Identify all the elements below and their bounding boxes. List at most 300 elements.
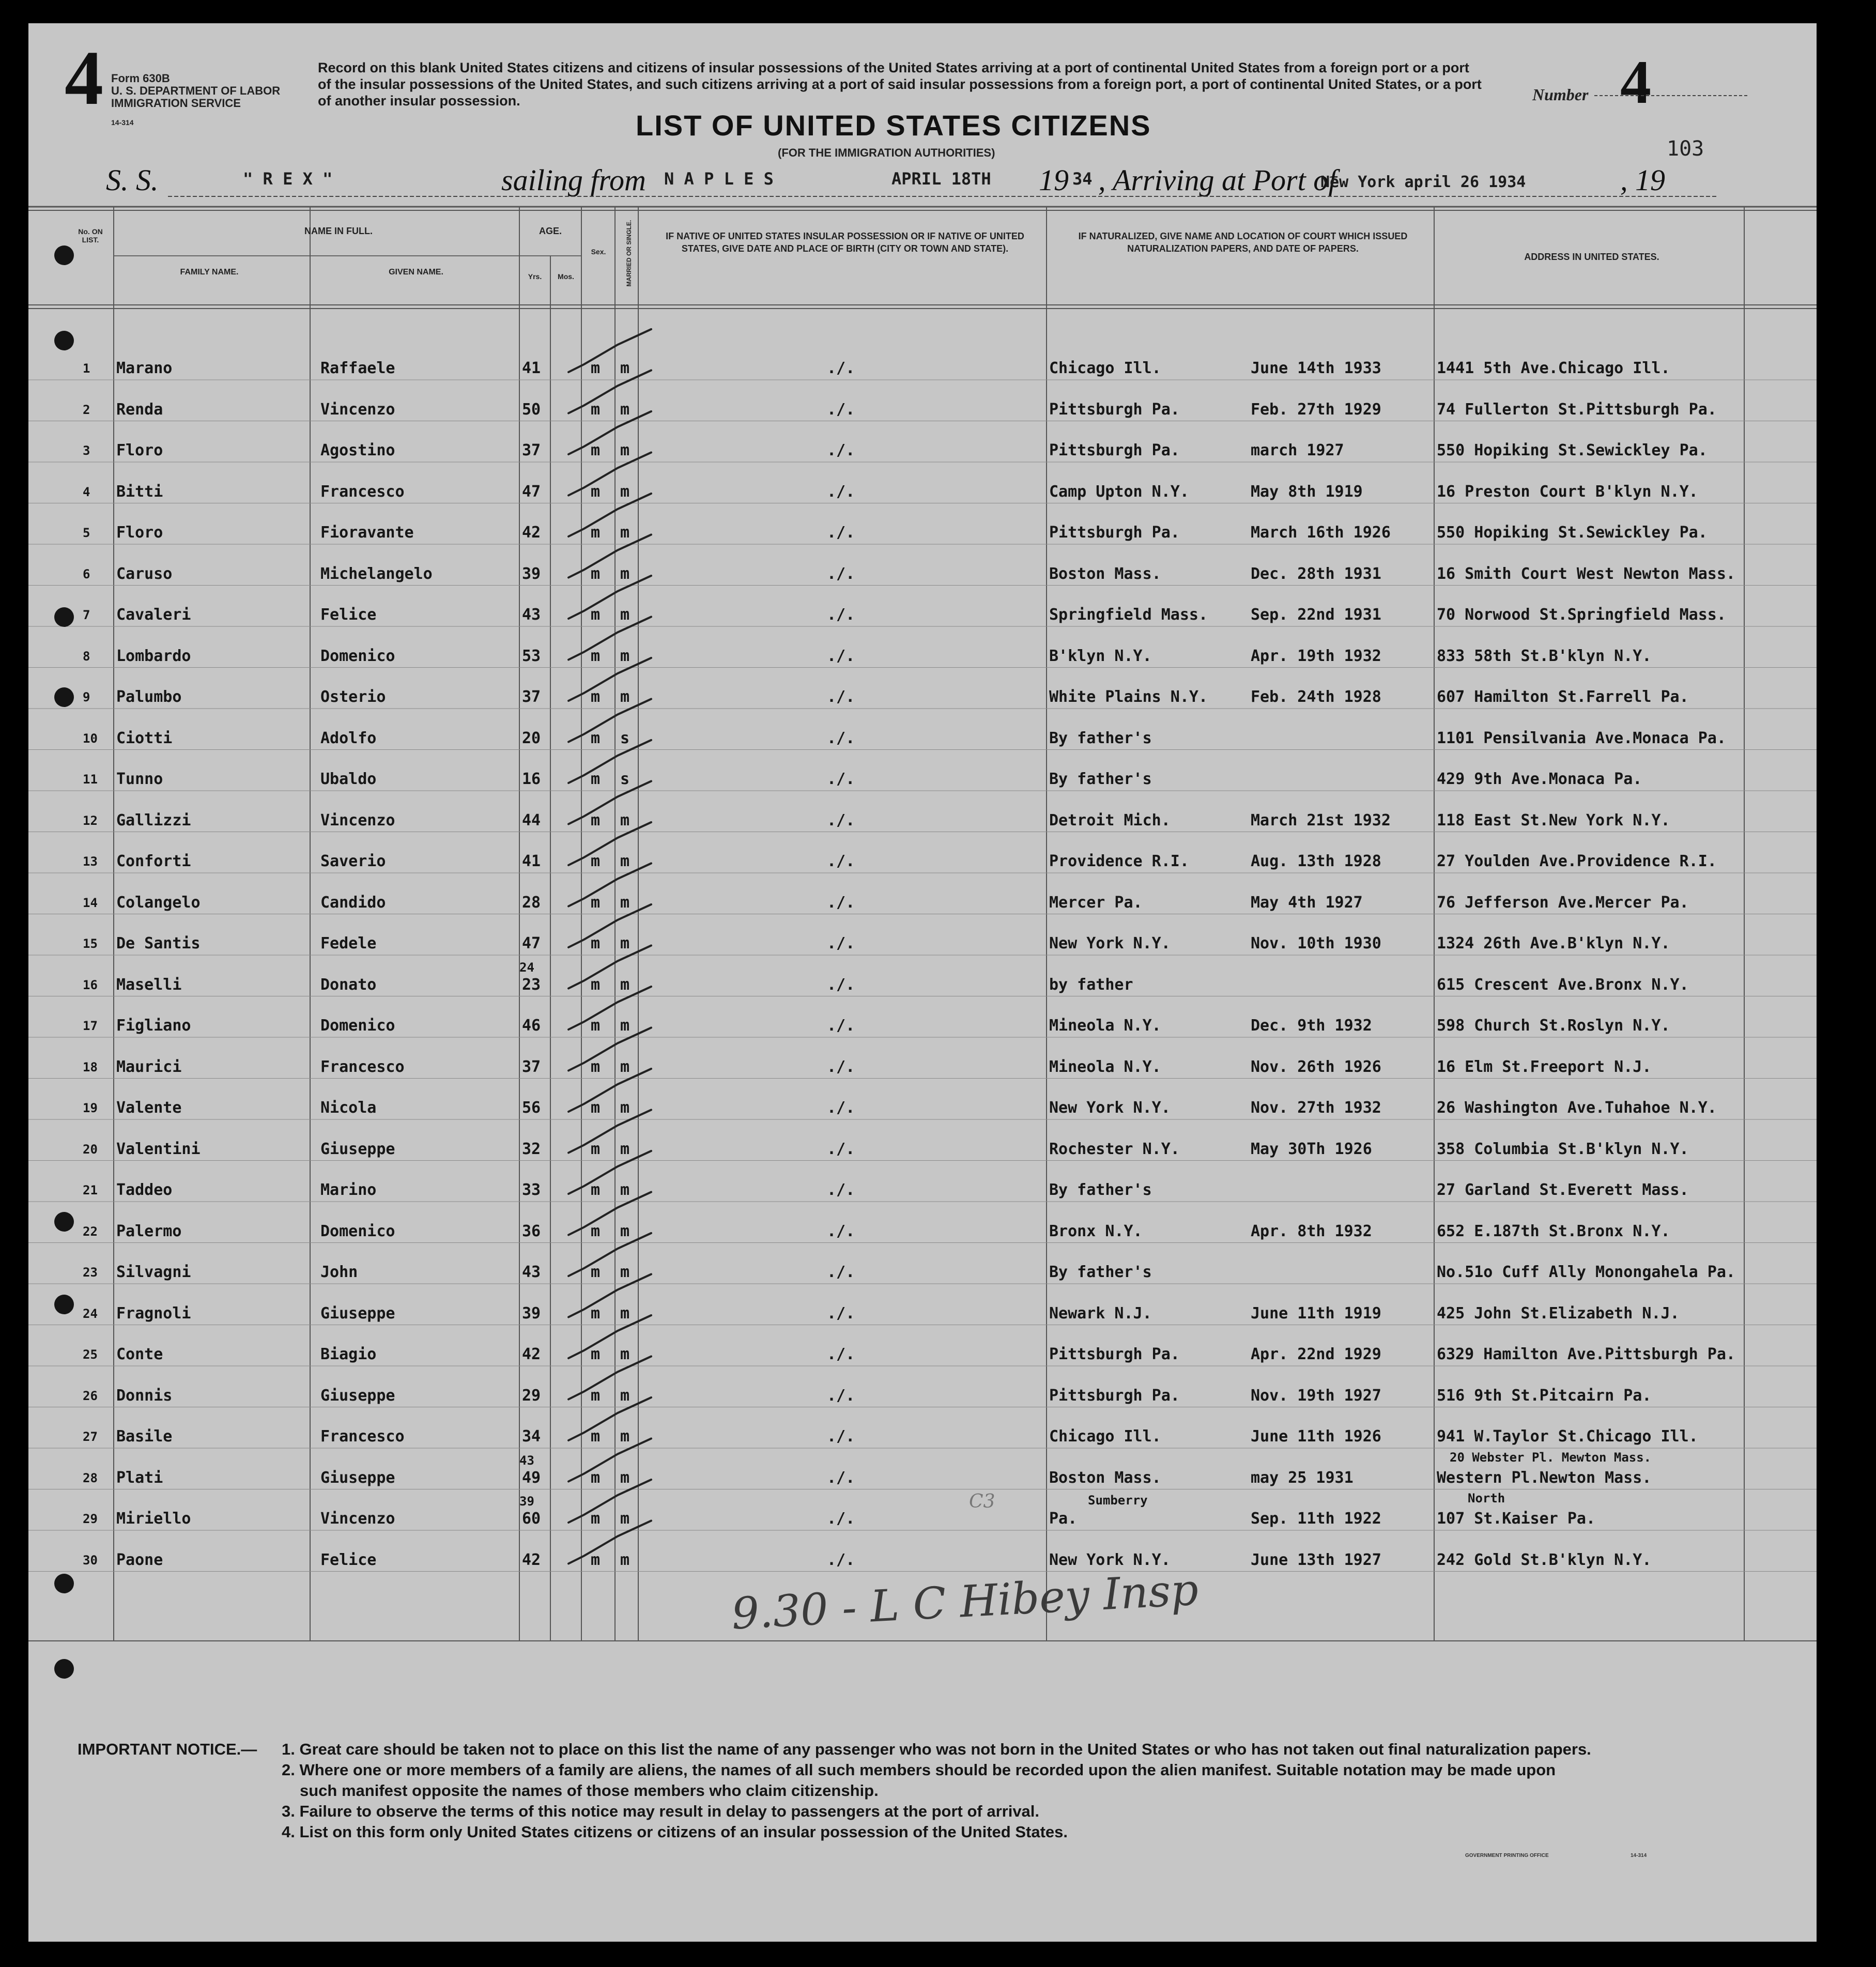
us-address: 27 Youlden Ave.Providence R.I.	[1437, 852, 1717, 870]
sex: m	[591, 1304, 601, 1323]
naturalization-date: Aug. 13th 1928	[1251, 852, 1381, 870]
sailing-label: sailing from	[501, 163, 646, 197]
given-name: Donato	[320, 975, 377, 994]
us-address: 615 Crescent Ave.Bronx N.Y.	[1437, 975, 1689, 994]
given-name: Domenico	[320, 647, 395, 665]
naturalization-date: Sep. 11th 1922	[1251, 1510, 1381, 1528]
native-birth: ./.	[827, 1304, 855, 1323]
form-code: 14-314	[111, 118, 134, 127]
age-years: 42	[522, 1550, 541, 1569]
family-name: Floro	[116, 441, 163, 459]
sex: m	[591, 359, 601, 377]
row-number: 9	[83, 690, 90, 704]
naturalization-court: Boston Mass.	[1049, 1468, 1161, 1487]
given-name: Michelangelo	[320, 564, 433, 583]
sex: m	[591, 852, 601, 870]
family-name: Basile	[116, 1427, 173, 1446]
page-subtitle: (FOR THE IMMIGRATION AUTHORITIES)	[778, 146, 995, 159]
native-birth: ./.	[827, 606, 855, 624]
family-name: Ciotti	[116, 729, 173, 747]
sex: m	[591, 647, 601, 665]
us-address: 516 9th St.Pitcairn Pa.	[1437, 1386, 1652, 1405]
header-married-single: MARRIED OR SINGLE.	[625, 220, 633, 287]
age-years: 41	[522, 359, 541, 377]
given-name: Domenico	[320, 1222, 395, 1240]
naturalization-date: Nov. 27th 1932	[1251, 1099, 1381, 1117]
naturalization-date: Dec. 28th 1931	[1251, 564, 1381, 583]
naturalization-court: Providence R.I.	[1049, 852, 1189, 870]
us-address: 607 Hamilton St.Farrell Pa.	[1437, 688, 1689, 706]
given-name: Saverio	[320, 852, 386, 870]
row-number: 6	[83, 566, 90, 581]
native-birth: ./.	[827, 564, 855, 583]
native-birth: ./.	[827, 1222, 855, 1240]
family-name: Figliano	[116, 1017, 191, 1035]
native-birth: ./.	[827, 852, 855, 870]
naturalization-court: By father's	[1049, 729, 1152, 747]
row-number: 22	[83, 1224, 98, 1239]
punch-hole	[54, 245, 74, 265]
row-number: 12	[83, 813, 98, 828]
naturalization-court: Mineola N.Y.	[1049, 1057, 1161, 1076]
marital-status: m	[620, 359, 630, 377]
native-birth: ./.	[827, 1427, 855, 1446]
naturalization-date: March 16th 1926	[1251, 524, 1391, 542]
age-correction: 43	[519, 1453, 534, 1468]
naturalization-court: Springfield Mass.	[1049, 606, 1208, 624]
notice-item-3: 3. Failure to observe the terms of this notice may result in delay to passengers at the port of arrival.	[282, 1802, 1040, 1820]
marital-status: m	[620, 1222, 630, 1240]
sex: m	[591, 1057, 601, 1076]
family-name: Palumbo	[116, 688, 182, 706]
header-name-in-full: NAME IN FULL.	[304, 226, 373, 236]
us-address: 425 John St.Elizabeth N.J.	[1437, 1304, 1680, 1323]
punch-hole	[54, 1574, 74, 1593]
native-birth: ./.	[827, 524, 855, 542]
header-yrs: Yrs.	[528, 272, 542, 281]
sex: m	[591, 688, 601, 706]
header-sex: Sex.	[591, 248, 606, 256]
us-address: 16 Elm St.Freeport N.J.	[1437, 1057, 1652, 1076]
family-name: Maurici	[116, 1057, 182, 1076]
marital-status: m	[620, 1427, 630, 1446]
naturalization-date: may 25 1931	[1251, 1468, 1354, 1487]
age-years: 43	[522, 606, 541, 624]
ship-name: " R E X "	[243, 169, 333, 189]
department-label: U. S. DEPARTMENT OF LABOR	[111, 84, 281, 97]
header-given-name: GIVEN NAME.	[389, 268, 443, 276]
naturalization-date: Dec. 9th 1932	[1251, 1017, 1372, 1035]
us-address: 16 Smith Court West Newton Mass.	[1437, 564, 1735, 583]
sex: m	[591, 441, 601, 459]
naturalization-court: Pittsburgh Pa.	[1049, 1345, 1180, 1363]
punch-hole	[54, 331, 74, 350]
sex: m	[591, 1510, 601, 1528]
row-number: 17	[83, 1019, 98, 1033]
age-years: 43	[522, 1263, 541, 1281]
given-name: Giuseppe	[320, 1468, 395, 1487]
row-number: 1	[83, 361, 90, 376]
family-name: Silvagni	[116, 1263, 191, 1281]
age-years: 36	[522, 1222, 541, 1240]
arriving-label: , Arriving at Port of	[1098, 163, 1337, 197]
age-years: 44	[522, 811, 541, 829]
naturalization-date: March 21st 1932	[1251, 811, 1391, 829]
native-birth: ./.	[827, 1140, 855, 1158]
naturalization-date: June 11th 1926	[1251, 1427, 1381, 1446]
row-number: 26	[83, 1388, 98, 1403]
sex: m	[591, 400, 601, 419]
native-birth: ./.	[827, 441, 855, 459]
native-birth: ./.	[827, 1510, 855, 1528]
notice-item-1: 1. Great care should be taken not to place on this list the name of any passenger who was not born in the United States or who has not taken out final naturalization papers.	[282, 1740, 1591, 1758]
us-address: 76 Jefferson Ave.Mercer Pa.	[1437, 893, 1689, 912]
native-birth: ./.	[827, 770, 855, 788]
family-name: Palermo	[116, 1222, 182, 1240]
family-name: Fragnoli	[116, 1304, 191, 1323]
age-years: 39	[522, 564, 541, 583]
sex: m	[591, 1140, 601, 1158]
header-mos: Mos.	[558, 272, 574, 281]
sex: m	[591, 1181, 601, 1199]
given-name: Fioravante	[320, 524, 414, 542]
notice-item-4: 4. List on this form only United States citizens or citizens of an insular possession of the United States.	[282, 1823, 1068, 1841]
row-number: 5	[83, 526, 90, 540]
given-name: Osterio	[320, 688, 386, 706]
native-birth: ./.	[827, 975, 855, 994]
native-birth: ./.	[827, 1345, 855, 1363]
page-title: LIST OF UNITED STATES CITIZENS	[636, 109, 1151, 142]
family-name: Caruso	[116, 564, 173, 583]
family-name: Miriello	[116, 1510, 191, 1528]
header-naturalized: IF NATURALIZED, GIVE NAME AND LOCATION OF COURT WHICH ISSUED NATURALIZATION PAPERS, AND DATE OF PAPERS.	[1078, 231, 1408, 254]
naturalization-court: Pa.	[1049, 1510, 1078, 1528]
age-correction: 24	[519, 960, 534, 975]
us-address: 550 Hopiking St.Sewickley Pa.	[1437, 441, 1708, 459]
family-name: Marano	[116, 359, 173, 377]
us-address: 1324 26th Ave.B'klyn N.Y.	[1437, 934, 1670, 952]
age-years: 16	[522, 770, 541, 788]
family-name: Tunno	[116, 770, 163, 788]
marital-status: m	[620, 1017, 630, 1035]
given-name: Marino	[320, 1181, 377, 1199]
given-name: Raffaele	[320, 359, 395, 377]
service-label: IMMIGRATION SERVICE	[111, 97, 241, 110]
family-name: Taddeo	[116, 1181, 173, 1199]
naturalization-court: Mercer Pa.	[1049, 893, 1143, 912]
native-birth: ./.	[827, 482, 855, 501]
naturalization-date: June 13th 1927	[1251, 1550, 1381, 1569]
us-address: 74 Fullerton St.Pittsburgh Pa.	[1437, 400, 1717, 419]
marital-status: m	[620, 1057, 630, 1076]
naturalization-court: New York N.Y.	[1049, 1550, 1171, 1569]
family-name: Conte	[116, 1345, 163, 1363]
row-number: 10	[83, 731, 98, 746]
notice-item-2-cont: such manifest opposite the names of those members who claim citizenship.	[300, 1781, 879, 1800]
marital-status: s	[620, 729, 630, 747]
age-years: 56	[522, 1099, 541, 1117]
row-number: 11	[83, 772, 98, 787]
naturalization-date: Apr. 8th 1932	[1251, 1222, 1372, 1240]
age-years: 50	[522, 400, 541, 419]
notice-item-2: 2. Where one or more members of a family are aliens, the names of all such members should be recorded upon the alien manifest. Suitable notation may be made upon	[282, 1761, 1556, 1779]
native-birth: ./.	[827, 400, 855, 419]
marital-status: m	[620, 1386, 630, 1405]
given-name: Biagio	[320, 1345, 377, 1363]
naturalization-date: march 1927	[1251, 441, 1344, 459]
given-name: Francesco	[320, 1427, 405, 1446]
naturalization-court: By father's	[1049, 770, 1152, 788]
age-years: 53	[522, 647, 541, 665]
corner-number: 4	[65, 35, 103, 121]
marital-status: m	[620, 688, 630, 706]
row-number: 14	[83, 895, 98, 910]
naturalization-court: by father	[1049, 975, 1133, 994]
naturalization-date: June 14th 1933	[1251, 359, 1381, 377]
notice-heading: IMPORTANT NOTICE.—	[78, 1740, 257, 1758]
sex: m	[591, 1099, 601, 1117]
given-name: Candido	[320, 893, 386, 912]
age-years: 23	[522, 975, 541, 994]
marital-status: m	[620, 975, 630, 994]
family-name: Conforti	[116, 852, 191, 870]
us-address: 652 E.187th St.Bronx N.Y.	[1437, 1222, 1670, 1240]
us-address: 1101 Pensilvania Ave.Monaca Pa.	[1437, 729, 1726, 747]
family-name: Paone	[116, 1550, 163, 1569]
row-number: 15	[83, 936, 98, 951]
row-number: 2	[83, 402, 90, 417]
naturalization-date: May 8th 1919	[1251, 482, 1363, 501]
port-from: N A P L E S	[664, 169, 774, 189]
row-number: 24	[83, 1306, 98, 1321]
family-name: Gallizzi	[116, 811, 191, 829]
us-address: No.51o Cuff Ally Monongahela Pa.	[1437, 1263, 1735, 1281]
naturalization-date: May 4th 1927	[1251, 893, 1363, 912]
marital-status: m	[620, 1345, 630, 1363]
naturalization-court: Newark N.J.	[1049, 1304, 1152, 1323]
row-number: 13	[83, 854, 98, 869]
arrival-port-date: New York april 26 1934	[1320, 173, 1526, 191]
naturalization-court: Pittsburgh Pa.	[1049, 1386, 1180, 1405]
us-address: 118 East St.New York N.Y.	[1437, 811, 1670, 829]
marital-status: m	[620, 606, 630, 624]
given-name: Giuseppe	[320, 1386, 395, 1405]
naturalization-court: White Plains N.Y.	[1049, 688, 1208, 706]
given-name: Domenico	[320, 1017, 395, 1035]
given-name: Fedele	[320, 934, 377, 952]
marital-status: m	[620, 1181, 630, 1199]
us-address: 26 Washington Ave.Tuhahoe N.Y.	[1437, 1099, 1717, 1117]
row-number: 28	[83, 1470, 98, 1485]
address-correction: 20 Webster Pl. Mewton Mass.	[1450, 1450, 1652, 1465]
family-name: Plati	[116, 1468, 163, 1487]
marital-status: m	[620, 647, 630, 665]
native-birth: ./.	[827, 1263, 855, 1281]
given-name: Felice	[320, 1550, 377, 1569]
family-name: Colangelo	[116, 893, 201, 912]
naturalization-date: Sep. 22nd 1931	[1251, 606, 1381, 624]
ss-label: S. S.	[106, 163, 159, 197]
naturalization-court: Rochester N.Y.	[1049, 1140, 1180, 1158]
native-birth: ./.	[827, 1468, 855, 1487]
sex: m	[591, 1222, 601, 1240]
us-address: 16 Preston Court B'klyn N.Y.	[1437, 482, 1698, 501]
us-address: 833 58th St.B'klyn N.Y.	[1437, 647, 1652, 665]
age-years: 42	[522, 1345, 541, 1363]
age-years: 47	[522, 482, 541, 501]
age-years: 33	[522, 1181, 541, 1199]
row-number: 21	[83, 1183, 98, 1197]
given-name: Vincenzo	[320, 400, 395, 419]
marital-status: m	[620, 524, 630, 542]
number-value: 4	[1620, 48, 1651, 116]
us-address: 358 Columbia St.B'klyn N.Y.	[1437, 1140, 1689, 1158]
naturalization-date: Feb. 27th 1929	[1251, 400, 1381, 419]
marital-status: m	[620, 852, 630, 870]
sex: m	[591, 482, 601, 501]
naturalization-date: Nov. 10th 1930	[1251, 934, 1381, 952]
marital-status: m	[620, 811, 630, 829]
printer-code: 14-314	[1631, 1853, 1647, 1858]
header-family-name: FAMILY NAME.	[180, 268, 239, 276]
us-address: 107 St.Kaiser Pa.	[1437, 1510, 1596, 1528]
us-address: 598 Church St.Roslyn N.Y.	[1437, 1017, 1670, 1035]
native-birth: ./.	[827, 647, 855, 665]
year-prefix: 19	[1039, 163, 1069, 197]
given-name: Vincenzo	[320, 1510, 395, 1528]
header-age: AGE.	[539, 226, 562, 236]
native-birth: ./.	[827, 1550, 855, 1569]
form-intro: Record on this blank United States citizens and citizens of insular possessions of the United States arriving at a port of continental United States from a foreign port or a port of the insular possessions of the United States, and such citizens arriving at a port of said insular possessions from a foreign port, a port of continental United States, or a port of another insular possession.	[318, 60, 1482, 109]
native-birth: ./.	[827, 1386, 855, 1405]
given-name: Adolfo	[320, 729, 377, 747]
punch-hole	[54, 1212, 74, 1232]
punch-hole	[54, 687, 74, 707]
family-name: De Santis	[116, 934, 201, 952]
family-name: Bitti	[116, 482, 163, 501]
family-name: Lombardo	[116, 647, 191, 665]
age-years: 41	[522, 852, 541, 870]
punch-hole	[54, 1659, 74, 1679]
sex: m	[591, 1017, 601, 1035]
sex: m	[591, 1468, 601, 1487]
us-address: 550 Hopiking St.Sewickley Pa.	[1437, 524, 1708, 542]
family-name: Floro	[116, 524, 163, 542]
naturalization-date: Nov. 26th 1926	[1251, 1057, 1381, 1076]
naturalization-court: Pittsburgh Pa.	[1049, 400, 1180, 419]
marital-status: m	[620, 1510, 630, 1528]
sex: m	[591, 606, 601, 624]
age-years: 39	[522, 1304, 541, 1323]
row-number: 7	[83, 608, 90, 622]
naturalization-court: Boston Mass.	[1049, 564, 1161, 583]
punch-hole	[54, 1295, 74, 1314]
native-birth: ./.	[827, 1181, 855, 1199]
sex: m	[591, 1386, 601, 1405]
row-number: 19	[83, 1101, 98, 1115]
row-number: 23	[83, 1265, 98, 1280]
naturalization-court: Bronx N.Y.	[1049, 1222, 1143, 1240]
age-years: 49	[522, 1468, 541, 1487]
marital-status: m	[620, 934, 630, 952]
us-address: 1441 5th Ave.Chicago Ill.	[1437, 359, 1670, 377]
given-name: Francesco	[320, 1057, 405, 1076]
voyage-underline	[168, 194, 1718, 199]
naturalization-court: By father's	[1049, 1181, 1152, 1199]
given-name: Giuseppe	[320, 1304, 395, 1323]
native-birth: ./.	[827, 1099, 855, 1117]
marital-status: m	[620, 1304, 630, 1323]
marital-status: m	[620, 1263, 630, 1281]
native-birth: ./.	[827, 811, 855, 829]
native-birth: ./.	[827, 934, 855, 952]
us-address: 941 W.Taylor St.Chicago Ill.	[1437, 1427, 1698, 1446]
marital-status: m	[620, 400, 630, 419]
family-name: Valente	[116, 1099, 182, 1117]
marital-status: m	[620, 1140, 630, 1158]
row-number: 30	[83, 1553, 98, 1568]
naturalization-court: By father's	[1049, 1263, 1152, 1281]
row-number: 29	[83, 1512, 98, 1526]
age-years: 37	[522, 688, 541, 706]
sex: m	[591, 564, 601, 583]
given-name: Giuseppe	[320, 1140, 395, 1158]
address-correction: North	[1468, 1491, 1505, 1505]
us-address: 70 Norwood St.Springfield Mass.	[1437, 606, 1726, 624]
naturalization-date: May 30Th 1926	[1251, 1140, 1372, 1158]
marital-status: m	[620, 482, 630, 501]
marital-status: m	[620, 441, 630, 459]
given-name: Felice	[320, 606, 377, 624]
sex: m	[591, 1427, 601, 1446]
age-years: 60	[522, 1510, 541, 1528]
marital-status: m	[620, 564, 630, 583]
native-birth: ./.	[827, 1017, 855, 1035]
age-years: 34	[522, 1427, 541, 1446]
naturalization-date: June 11th 1919	[1251, 1304, 1381, 1323]
us-address: 242 Gold St.B'klyn N.Y.	[1437, 1550, 1652, 1569]
age-years: 28	[522, 893, 541, 912]
age-years: 46	[522, 1017, 541, 1035]
marital-status: m	[620, 1099, 630, 1117]
us-address: 27 Garland St.Everett Mass.	[1437, 1181, 1689, 1199]
age-years: 20	[522, 729, 541, 747]
row-number: 4	[83, 484, 90, 499]
number-underline	[1594, 93, 1749, 98]
sex: m	[591, 729, 601, 747]
age-years: 32	[522, 1140, 541, 1158]
naturalization-court: Detroit Mich.	[1049, 811, 1171, 829]
sex: m	[591, 934, 601, 952]
given-name: John	[320, 1263, 358, 1281]
given-name: Nicola	[320, 1099, 377, 1117]
native-birth: ./.	[827, 893, 855, 912]
naturalization-court: Chicago Ill.	[1049, 359, 1161, 377]
row-number: 16	[83, 977, 98, 992]
page-stamp: 103	[1667, 137, 1704, 161]
naturalization-court: Camp Upton N.Y.	[1049, 482, 1189, 501]
naturalization-date: Nov. 19th 1927	[1251, 1386, 1381, 1405]
sex: m	[591, 1550, 601, 1569]
family-name: Valentini	[116, 1140, 201, 1158]
header-address: ADDRESS IN UNITED STATES.	[1524, 252, 1659, 262]
header-no-on-list: No. ON LIST.	[78, 227, 103, 244]
naturalization-court: Chicago Ill.	[1049, 1427, 1161, 1446]
sex: m	[591, 811, 601, 829]
sex: m	[591, 893, 601, 912]
sex: m	[591, 770, 601, 788]
given-name: Ubaldo	[320, 770, 377, 788]
